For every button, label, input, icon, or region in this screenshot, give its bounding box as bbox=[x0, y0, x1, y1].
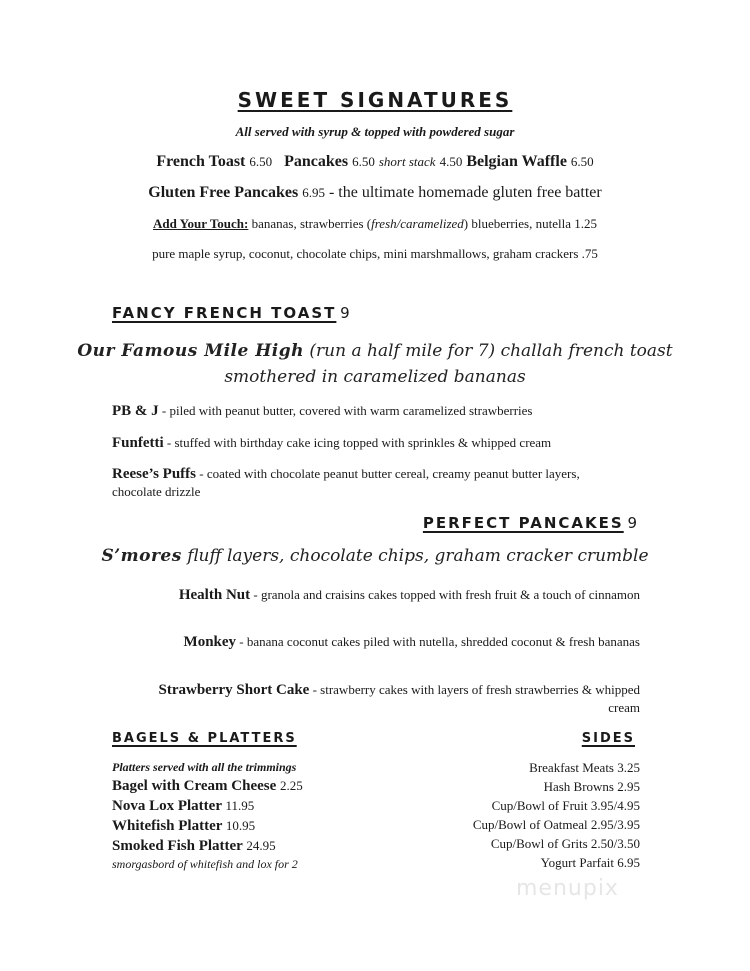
price-pancakes: 6.50 bbox=[352, 154, 375, 169]
add-your-touch-label: Add Your Touch: bbox=[152, 216, 249, 231]
section-title-bagels-platters: BAGELS & PLATTERS bbox=[112, 731, 297, 746]
gluten-free-line bbox=[0, 184, 750, 202]
famous-mile-high bbox=[0, 338, 750, 390]
menu-item-monkey bbox=[150, 633, 640, 651]
extras-line: pure maple syrup, coconut, chocolate chips, mini marshmallows, graham crackers .75 bbox=[152, 246, 598, 261]
bagels-platters-list bbox=[112, 758, 392, 872]
item-price: 10.95 bbox=[225, 818, 256, 833]
famous-desc-1: (run a half mile for 7) challah french toast bbox=[309, 341, 673, 361]
list-item: Yogurt Parfait 6.95 bbox=[540, 855, 640, 870]
pancakes-title-text: PERFECT PANCAKES bbox=[422, 514, 624, 532]
item-desc: - coated with chocolate peanut butter cereal, creamy peanut butter layers, chocolate drizzle bbox=[112, 466, 580, 499]
smores-desc: fluff layers, chocolate chips, graham cracker crumble bbox=[187, 546, 649, 566]
item-name: Strawberry Short Cake bbox=[158, 682, 310, 698]
section-title-perfect-pancakes bbox=[423, 514, 638, 533]
sides-list bbox=[380, 758, 640, 872]
desc-gluten-free: - the ultimate homemade gluten free batter bbox=[328, 184, 602, 201]
price-short-stack: 4.50 bbox=[439, 154, 463, 169]
touch-text-italic: fresh/caramelized bbox=[371, 216, 464, 231]
smores-line bbox=[0, 546, 750, 566]
menu-item-reeses-puffs bbox=[112, 465, 632, 501]
section-title-sweet-signatures: SWEET SIGNATURES bbox=[237, 88, 513, 112]
item-name: Nova Lox Platter bbox=[112, 798, 222, 814]
item-name: Bagel with Cream Cheese bbox=[112, 778, 277, 794]
price-french-toast: 6.50 bbox=[249, 154, 273, 169]
item-name: Whitefish Platter bbox=[112, 818, 223, 834]
short-stack-label: short stack bbox=[378, 154, 436, 169]
list-item bbox=[112, 796, 392, 816]
item-name: PB & J bbox=[112, 403, 159, 419]
item-name: Health Nut bbox=[178, 587, 251, 603]
list-item: Cup/Bowl of Grits 2.50/3.50 bbox=[490, 836, 640, 851]
fancy-price: 9 bbox=[340, 304, 351, 322]
item-name: Funfetti bbox=[112, 435, 164, 451]
fancy-title-text: FANCY FRENCH TOAST bbox=[112, 304, 337, 322]
touch-text-2: ) blueberries, nutella 1.25 bbox=[463, 216, 597, 231]
price-belgian-waffle: 6.50 bbox=[570, 154, 594, 169]
sweet-basic-items bbox=[0, 153, 750, 171]
famous-desc-2: smothered in caramelized bananas bbox=[224, 367, 526, 387]
platters-note: Platters served with all the trimmings bbox=[112, 760, 297, 774]
item-name-gluten-free: Gluten Free Pancakes bbox=[148, 184, 299, 201]
menu-item-health-nut bbox=[160, 586, 640, 604]
item-name-pancakes: Pancakes bbox=[284, 153, 349, 170]
item-desc: - piled with peanut butter, covered with warm caramelized strawberries bbox=[161, 403, 533, 418]
list-item bbox=[112, 836, 392, 856]
watermark-logo: menupix bbox=[516, 876, 619, 901]
list-item: Cup/Bowl of Fruit 3.95/4.95 bbox=[491, 798, 640, 813]
item-desc: - banana coconut cakes piled with nutella, shredded coconut & fresh bananas bbox=[239, 634, 640, 649]
add-your-touch-line bbox=[0, 216, 750, 232]
item-desc: - strawberry cakes with layers of fresh strawberries & whipped cream bbox=[312, 682, 640, 715]
item-name: Smoked Fish Platter bbox=[112, 838, 243, 854]
section-title-sides: SIDES bbox=[581, 731, 635, 746]
item-price: 11.95 bbox=[225, 798, 255, 813]
list-item: Cup/Bowl of Oatmeal 2.95/3.95 bbox=[472, 817, 640, 832]
section-title-fancy-french-toast bbox=[112, 304, 351, 323]
item-name-french-toast: French Toast bbox=[156, 153, 246, 170]
list-item: Breakfast Meats 3.25 bbox=[529, 760, 640, 775]
item-name: Reese’s Puffs bbox=[112, 466, 197, 482]
item-desc: - granola and craisins cakes topped with fresh fruit & a touch of cinnamon bbox=[253, 587, 640, 602]
list-item: Hash Browns 2.95 bbox=[543, 779, 640, 794]
touch-text-1: bananas, strawberries ( bbox=[251, 216, 372, 231]
item-price: 24.95 bbox=[246, 838, 276, 853]
famous-name: Our Famous Mile High bbox=[77, 341, 304, 361]
list-item bbox=[112, 816, 392, 836]
menu-item-funfetti bbox=[112, 434, 632, 452]
menu-item-pbj bbox=[112, 402, 632, 420]
item-desc: - stuffed with birthday cake icing topped with sprinkles & whipped cream bbox=[166, 435, 552, 450]
smores-name: S’mores bbox=[101, 546, 182, 566]
price-gluten-free: 6.95 bbox=[302, 185, 325, 200]
platters-footnote: smorgasbord of whitefish and lox for 2 bbox=[112, 857, 298, 871]
pancakes-price: 9 bbox=[627, 514, 638, 532]
menu-item-strawberry-short-cake bbox=[130, 681, 640, 717]
sweet-subtitle: All served with syrup & topped with powdered sugar bbox=[235, 124, 515, 139]
list-item bbox=[112, 776, 392, 796]
item-name: Monkey bbox=[183, 634, 237, 650]
item-price: 2.25 bbox=[280, 778, 303, 793]
item-name-belgian-waffle: Belgian Waffle bbox=[466, 153, 567, 170]
